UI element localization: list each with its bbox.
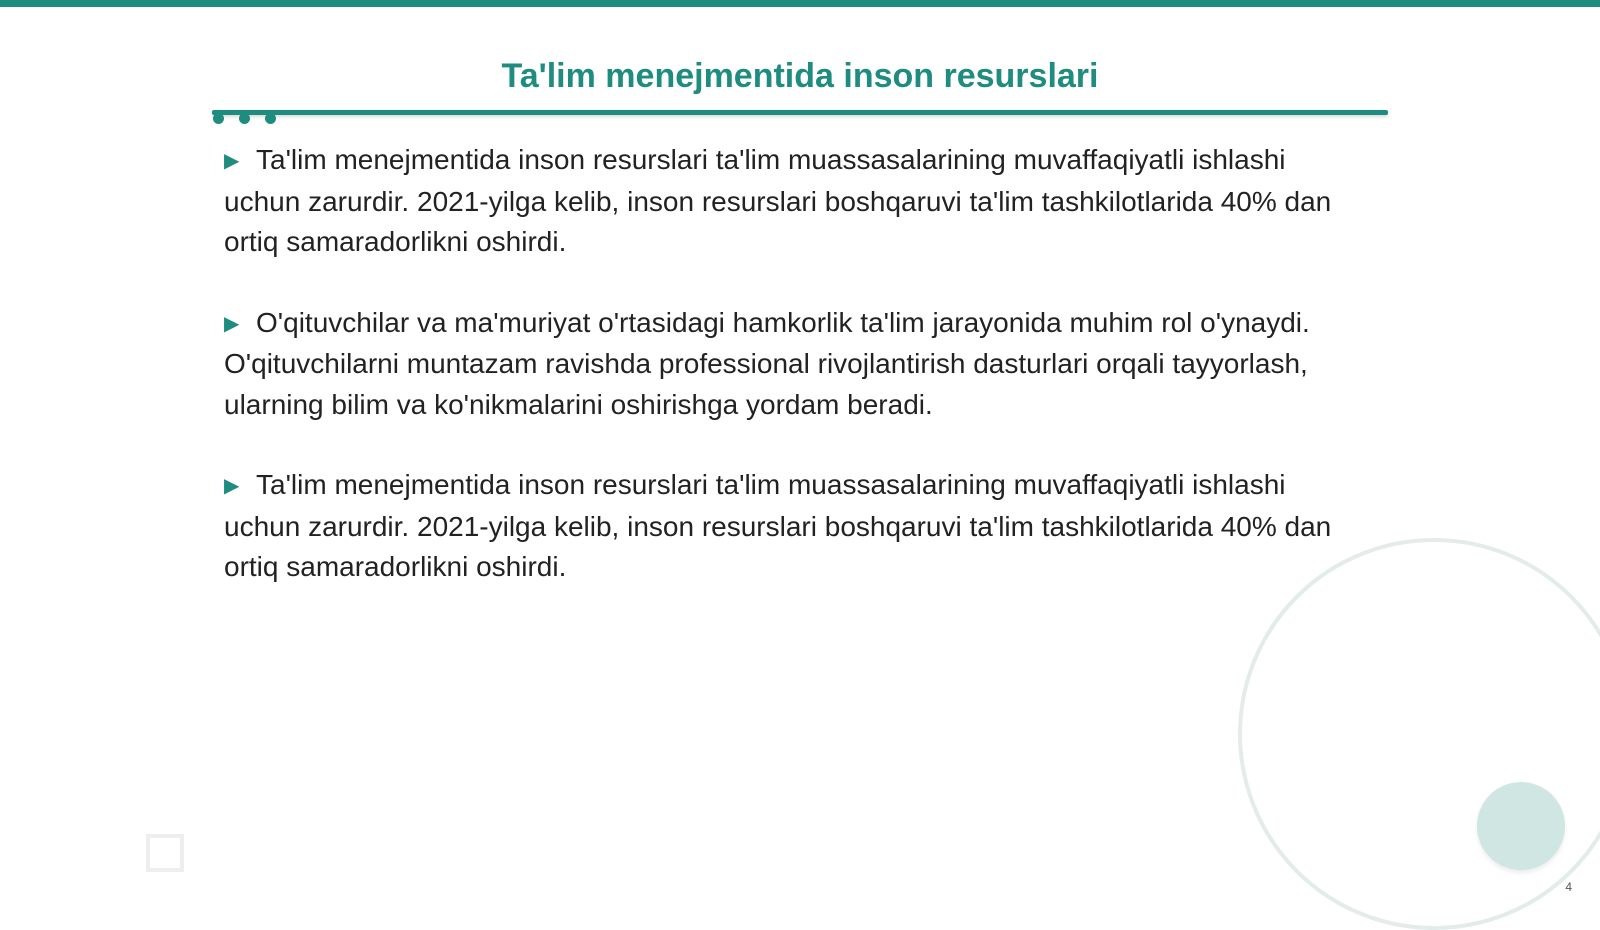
decorative-square (146, 834, 184, 872)
decorative-dot (213, 113, 224, 124)
title-underline (212, 110, 1388, 115)
decorative-circle-ring (1238, 538, 1600, 930)
decorative-dot (239, 113, 250, 124)
page-number: 4 (1565, 880, 1572, 894)
triangle-right-icon: ▶ (224, 475, 240, 497)
paragraph-text: Ta'lim menejmentida inson resurslari ta'lim muassasalarining muvaffaqiyatli ishlashi uchun zarurdir. 2021-yilga kelib, inson resurslari boshqaruvi ta'lim tashkilotlarida 40% dan ortiq samaradorlikni oshirdi. (224, 469, 1332, 582)
slide-title: Ta'lim menejmentida inson resurslari (501, 57, 1099, 95)
bullet-paragraph-2 (224, 303, 1344, 426)
paragraph-text: Ta'lim menejmentida inson resurslari ta'lim muassasalarining muvaffaqiyatli ishlashi uchun zarurdir. 2021-yilga kelib, inson resurslari boshqaruvi ta'lim tashkilotlarida 40% dan ortiq samaradorlikni oshirdi. (224, 144, 1332, 257)
bullet-paragraph-1 (224, 140, 1344, 263)
paragraph-text: O'qituvchilar va ma'muriyat o'rtasidagi hamkorlik ta'lim jarayonida muhim rol o'ynaydi. O'qituvchilarni muntazam ravishda professional rivojlantirish dasturlari orqali tayyorlash, ularning bilim va ko'nikmalarini oshirishga yordam beradi. (224, 306, 1310, 420)
triangle-right-icon: ▶ (224, 312, 240, 335)
decorative-circle (1477, 782, 1565, 870)
top-accent-bar (0, 0, 1600, 7)
triangle-right-icon: ▶ (224, 150, 240, 172)
bullet-paragraph-3 (224, 465, 1344, 588)
slide-body (224, 140, 1344, 628)
decorative-dot (265, 113, 276, 124)
